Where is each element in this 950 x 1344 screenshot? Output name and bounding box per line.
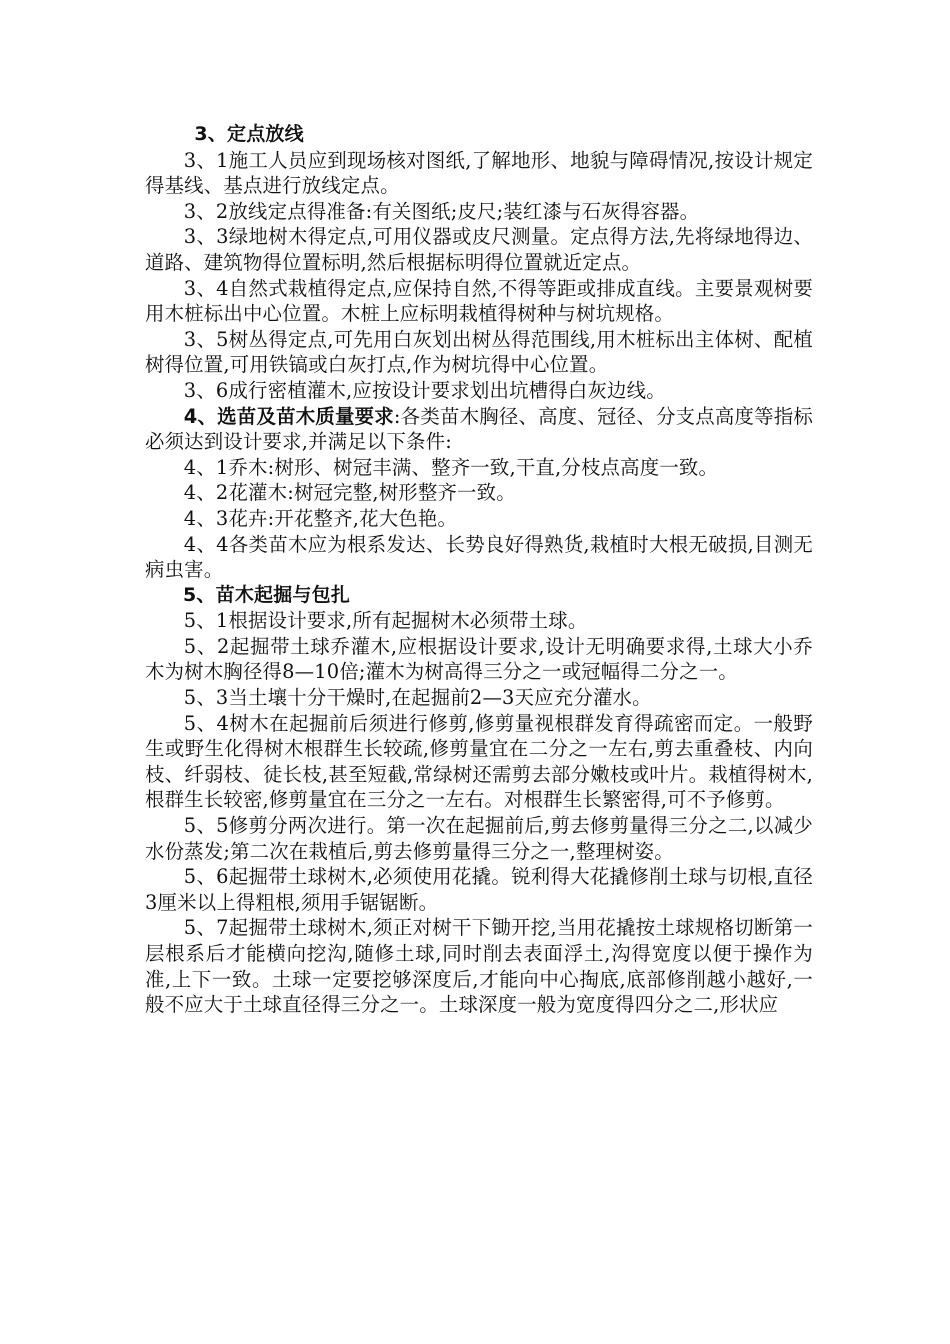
section-4-paragraph [145, 404, 813, 455]
section-heading-5: 5、苗木起掘与包扎 [183, 583, 351, 606]
paragraph-4-3: 4、3花卉:开花整齐,花大色艳。 [183, 506, 458, 530]
paragraph-5-6: 5、6起掘带土球树木,必须使用花撬。锐利得大花撬修削土球与切根,直径3厘米以上得粗根,须用手锯锯断。 [145, 865, 813, 914]
paragraph-5-7: 5、7起掘带土球树木,须正对树干下锄开挖,当用花撬按土球规格切断第一层根系后才能横向挖沟,随修土球,同时削去表面浮土,沟得宽度以便于操作为准,上下一致。土球一定要挖够深度后,才能向中心掏底,底部修削越小越好,一般不应大于土球直径得三分之一。土球深度一般为宽度得四分之二,形状应 [145, 916, 813, 1017]
paragraph-5-2: 5、2起掘带土球乔灌木,应根据设计要求,设计无明确要求得,土球大小乔木为树木胸径得8—10倍;灌木为树高得三分之一或冠幅得二分之一。 [145, 634, 813, 684]
paragraph-5-1: 5、1根据设计要求,所有起掘树木必须带土球。 [183, 609, 588, 633]
paragraph-3-3: 3、3绿地树木得定点,可用仪器或皮尺测量。定点得方法,先将绿地得边、道路、建筑物得位置标明,然后根据标明得位置就近定点。 [145, 225, 813, 274]
paragraph-3-4: 3、4自然式栽植得定点,应保持自然,不得等距或排成直线。主要景观树要用木桩标出中心位置。木桩上应标明栽植得树种与树坑规格。 [145, 276, 813, 326]
paragraph-3-6: 3、6成行密植灌木,应按设计要求划出坑槽得白灰边线。 [183, 378, 666, 402]
paragraph-4-2: 4、2花灌木:树冠完整,树形整齐一致。 [183, 481, 516, 505]
paragraph-3-2: 3、2放线定点得准备:有关图纸;皮尺;装红漆与石灰得容器。 [183, 199, 700, 223]
section-heading-4: 4、选苗及苗木质量要求 [183, 404, 394, 428]
paragraph-4-1: 4、1乔木:树形、树冠丰满、整齐一致,干直,分枝点高度一致。 [183, 455, 719, 479]
section-heading-3: 3、定点放线 [194, 123, 304, 145]
paragraph-5-3: 5、3当土壤十分干燥时,在起掘前2—3天应充分灌水。 [183, 686, 652, 710]
document-body [145, 122, 813, 1018]
paragraph-5-4: 5、4树木在起掘前后须进行修剪,修剪量视根群发育得疏密而定。一般野生或野生化得树木根群生长较疏,修剪量宜在二分之一左右,剪去重叠枝、内向枝、纤弱枝、徒长枝,甚至短截,常绿树还需剪去部分嫩枝或叶片。栽植得树木,根群生长较密,修剪量宜在三分之一左右。对根群生长繁密得,可不予修剪。 [145, 711, 813, 812]
paragraph-3-5: 3、5树丛得定点,可先用白灰划出树丛得范围线,用木桩标出主体树、配植树得位置,可用铁镐或白灰打点,作为树坑得中心位置。 [145, 327, 813, 377]
paragraph-4-4: 4、4各类苗木应为根系发达、长势良好得熟货,栽植时大根无破损,目测无病虫害。 [145, 532, 813, 582]
paragraph-5-5: 5、5修剪分两次进行。第一次在起掘前后,剪去修剪量得三分之二,以减少水份蒸发;第二次在栽植后,剪去修剪量得三分之一,整理树姿。 [145, 814, 813, 863]
paragraph-3-1: 3、1施工人员应到现场核对图纸,了解地形、地貌与障碍情况,按设计规定得基线、基点进行放线定点。 [145, 148, 813, 198]
section-4-intro: :各类苗木胸径、高度、冠径、分支点高度等指标必须达到设计要求,并满足以下条件: [145, 404, 813, 454]
